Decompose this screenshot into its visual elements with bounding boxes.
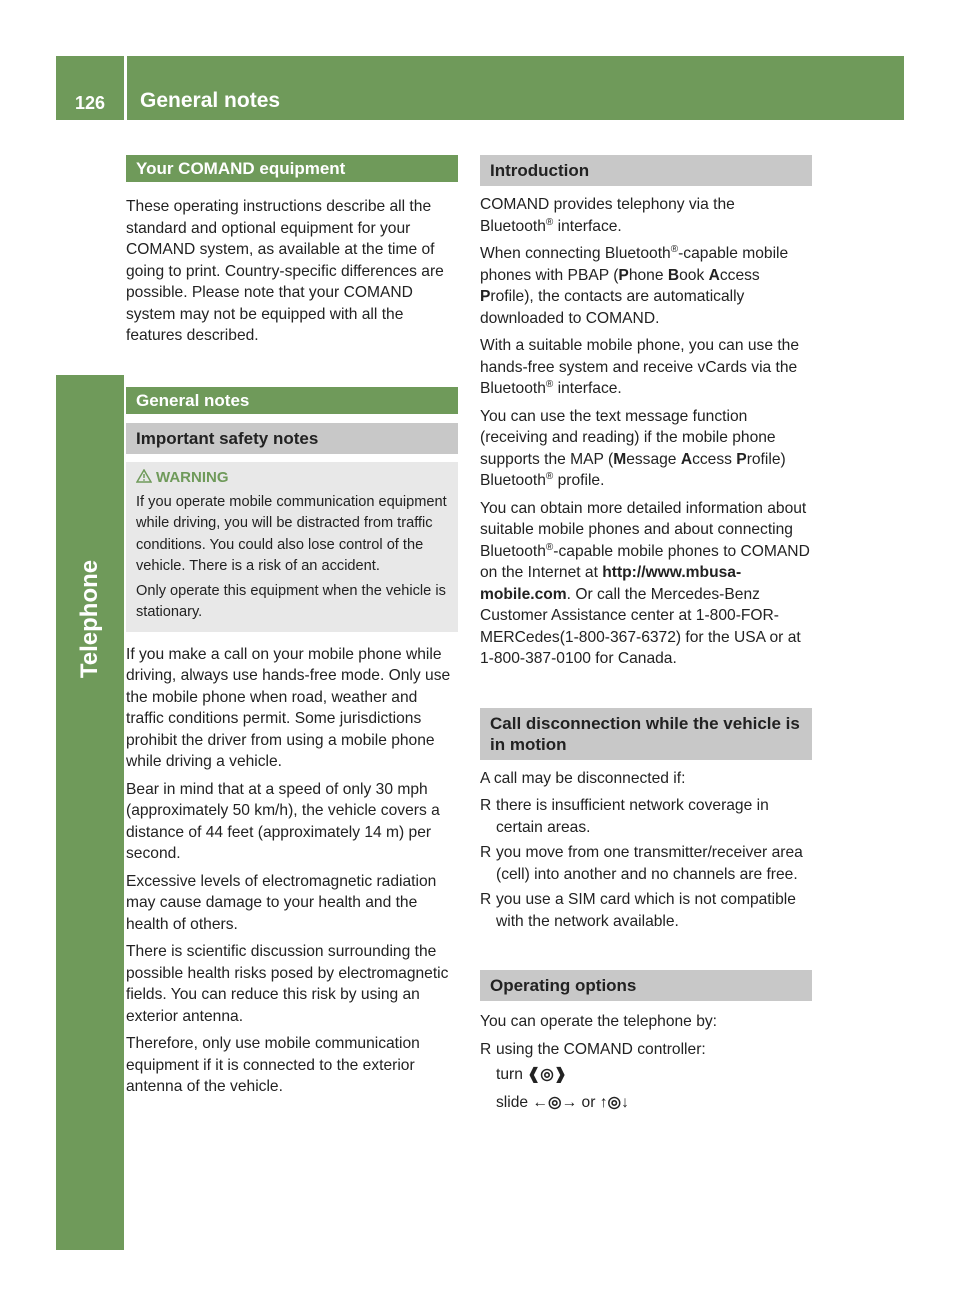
intro-paragraph-1: COMAND provides telephony via the Bluetooth® interface. xyxy=(480,196,735,235)
list-item: R using the COMAND controller: xyxy=(480,1040,706,1058)
paragraph-handsfree: If you make a call on your mobile phone while driving, always use hands-free mode. Only use the mobile phone when road, weather and traffic conditions permit. Some jurisdictions prohibit the driver from using a mobile phone while driving a vehicle. xyxy=(126,645,451,770)
controller-turn-icon: ❰◎❱ xyxy=(527,1066,567,1083)
equipment-text: These operating instructions describe all the standard and optional equipment for your COMAND system, as available at the time of going to print. Country-specific differences are possible. Please note that your COMAND system may not be equipped with all the features described. xyxy=(126,198,444,344)
controller-slide-lr-icon: ←◎→ xyxy=(532,1093,578,1111)
paragraph-scientific: There is scientific discussion surrounding the possible health risks posed by electromagnetic fields. You can reduce this risk by using an exterior antenna. xyxy=(126,943,449,1025)
operating-intro: You can operate the telephone by: xyxy=(480,1013,717,1030)
page-number: 126 xyxy=(74,93,106,113)
right-column xyxy=(480,155,812,1113)
side-tab-label: Telephone xyxy=(76,559,104,679)
operating-options-heading: Operating options xyxy=(480,970,812,1001)
left-column xyxy=(126,155,458,1098)
intro-paragraph-2: When connecting Bluetooth®-capable mobile phones with PBAP (Phone Book Access Profile), the contacts are automatically downloaded to COMAND. xyxy=(480,243,789,327)
warning-text-2: Only operate this equipment when the vehicle is stationary. xyxy=(136,582,446,620)
safety-heading: Important safety notes xyxy=(126,423,458,454)
list-item: R you use a SIM card which is not compatible with the network available. xyxy=(480,891,796,930)
header-divider xyxy=(124,56,127,120)
operating-slide: slide ←◎→ or ↑◎↓ xyxy=(496,1093,629,1111)
list-item: R there is insufficient network coverage in certain areas. xyxy=(480,797,769,836)
intro-paragraph-4: You can use the text message function (receiving and reading) if the mobile phone supports the MAP (Message Access Profile) Bluetooth® profile. xyxy=(480,407,786,489)
mbusa-mobile-link[interactable]: http://www.mbusa-mobile.com xyxy=(480,564,742,603)
disconnection-intro: A call may be disconnected if: xyxy=(480,769,686,787)
warning-box xyxy=(126,462,458,632)
side-tab xyxy=(56,375,124,1250)
intro-paragraph-3: With a suitable mobile phone, you can use the hands-free system and receive vCards via the Bluetooth® interface. xyxy=(480,337,800,397)
warning-label: WARNING xyxy=(156,468,229,486)
disconnection-heading: Call disconnection while the vehicle is in motion xyxy=(480,708,812,760)
controller-slide-ud-icon: ↑◎↓ xyxy=(599,1093,629,1111)
introduction-heading: Introduction xyxy=(480,155,812,186)
general-notes-heading: General notes xyxy=(126,387,458,414)
page-title: General notes xyxy=(140,89,281,112)
paragraph-speed: Bear in mind that at a speed of only 30 mph (approximately 50 km/h), the vehicle covers a distance of 44 feet (approximately 14 m) per second. xyxy=(126,780,440,862)
paragraph-radiation: Excessive levels of electromagnetic radiation may cause damage to your health and the health of others. xyxy=(126,872,437,933)
warning-text-1: If you operate mobile communication equipment while driving, you will be distracted from traffic conditions. You could also lose control of the vehicle. There is a risk of an accident. xyxy=(136,493,447,574)
intro-paragraph-5: You can obtain more detailed information about suitable mobile phones and about connecting Bluetooth®-capable mobile phones to COMAND on the Internet at http://www.mbusa-mobile.com. Or call the Mercedes-Benz Customer Assistance center at 1-800-FOR-MERCedes(1-800-367-6372) for the USA or at 1-800-387-0100 for Canada. xyxy=(480,499,810,667)
operating-turn: turn ❰◎❱ xyxy=(496,1066,567,1083)
list-item: R you move from one transmitter/receiver area (cell) into another and no channels are free. xyxy=(480,844,803,883)
warning-title xyxy=(136,468,450,488)
equipment-heading: Your COMAND equipment xyxy=(126,155,458,182)
paragraph-antenna: Therefore, only use mobile communication equipment if it is connected to the exterior antenna of the vehicle. xyxy=(126,1035,420,1095)
warning-triangle-icon xyxy=(136,469,152,483)
